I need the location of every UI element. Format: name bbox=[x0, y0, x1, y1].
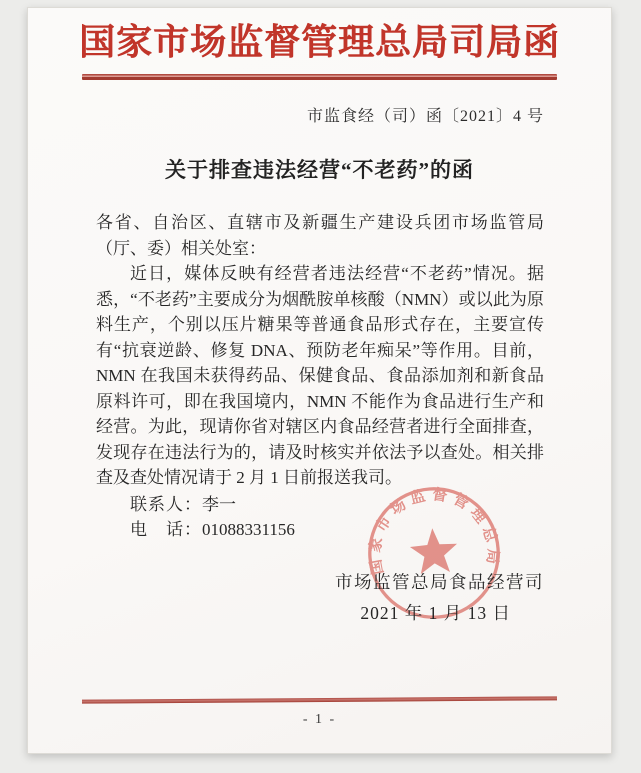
seal-arc-text: 国家市场监督管理总局 bbox=[367, 486, 501, 576]
salutation: 各省、自治区、直辖市及新疆生产建设兵团市场监管局（厅、委）相关处室： bbox=[96, 213, 544, 258]
contact-label: 联系人： bbox=[130, 494, 202, 514]
contact-phone-line bbox=[96, 517, 544, 543]
body-paragraph: 近日，媒体反映有经营者违法经营“不老药”情况。据悉，“不老药”主要成分为烟酰胺单核酸（NMN）或以此为原料生产，个别以压片糖果等普通食品形式存在，主要宣传有“抗衰逆龄、修复 DNA、预防老年痴呆”等作用。目前，NMN 在我国未获得药品、保健食品、食品添加剂和新食品原料许可，即在我国境内，NMN 不能作为食品进行生产和经营。为此，现请你省对辖区内食品经营者进行全面排查，发现存在违法行为的，请及时核实并依法予以查处。相关排查及查处情况请于 2 月 1 日前报送我司。 bbox=[96, 264, 544, 487]
signature-organization: 市场监管总局食品经营司 bbox=[335, 571, 544, 592]
footer-red-rule bbox=[82, 696, 557, 703]
document-body bbox=[96, 210, 544, 627]
signature-block bbox=[96, 570, 544, 627]
contact-person-line bbox=[96, 492, 544, 518]
header-red-rule bbox=[82, 74, 557, 80]
document-title: 关于排查违法经营“不老药”的函 bbox=[165, 158, 474, 182]
contact-block bbox=[96, 492, 544, 543]
phone-label: 电 话： bbox=[130, 520, 202, 539]
phone-number: 01088331156 bbox=[202, 520, 295, 539]
document-page bbox=[27, 7, 612, 754]
page-number: - 1 - bbox=[302, 712, 337, 727]
letterhead-title: 国家市场监督管理总局司局函 bbox=[78, 22, 560, 62]
signature-date: 2021 年 1 月 13 日 bbox=[360, 603, 511, 623]
document-number: 市监食经（司）函〔2021〕4 号 bbox=[306, 108, 544, 125]
contact-name: 李一 bbox=[202, 494, 236, 514]
